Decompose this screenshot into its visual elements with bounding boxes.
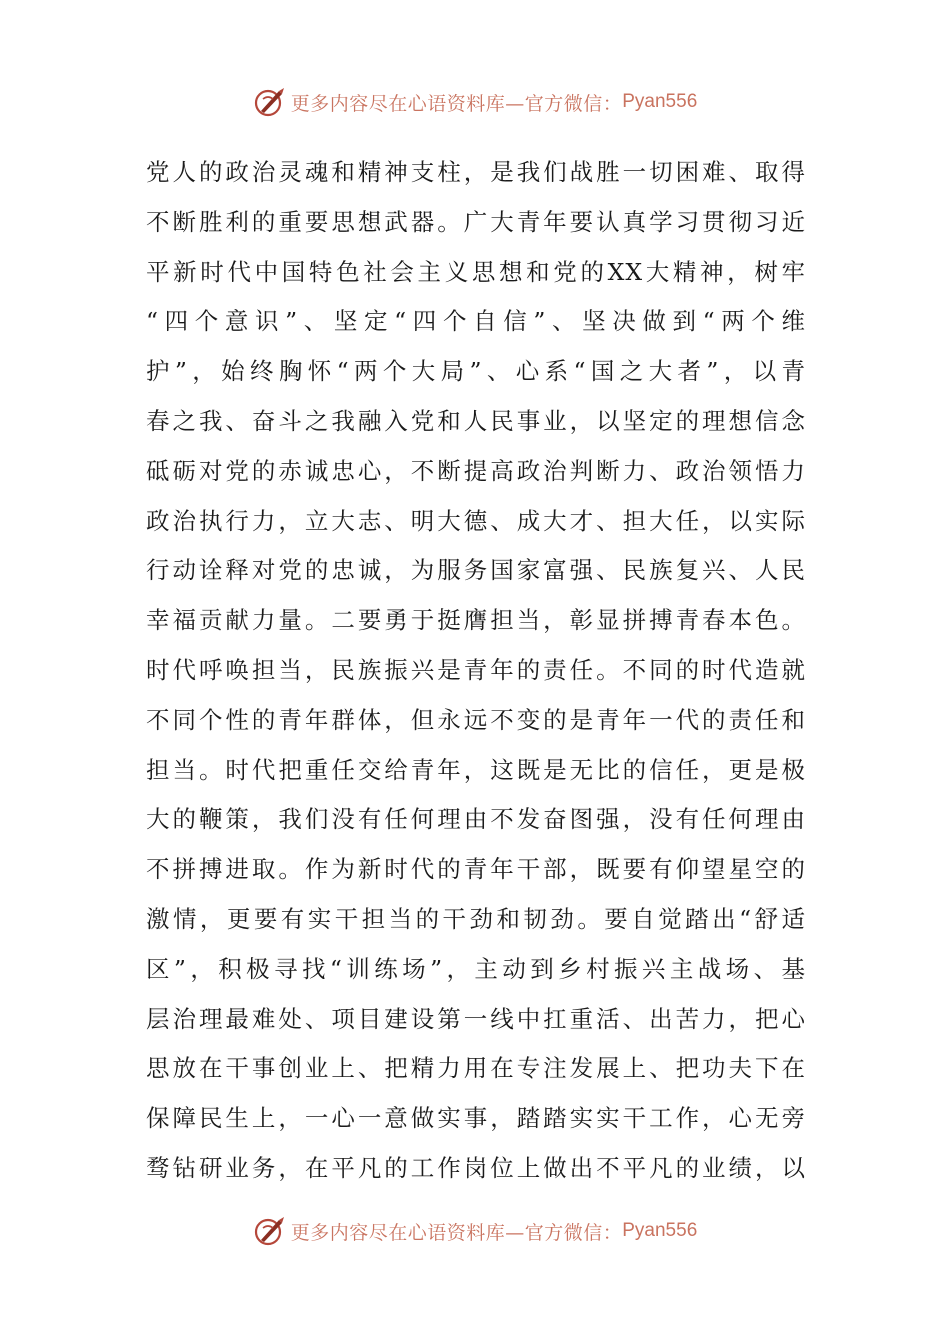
quill-seal-icon <box>253 85 287 119</box>
body-line: 不拼搏进取。作为新时代的青年干部，既要有仰望星空的 <box>146 855 806 884</box>
header-banner <box>0 82 950 122</box>
body-line: 护”，始终胸怀“两个大局”、心系“国之大者”，以青 <box>146 357 806 386</box>
body-line: 春之我、奋斗之我融入党和人民事业，以坚定的理想信念 <box>146 406 806 435</box>
body-line: 不断胜利的重要思想武器。广大青年要认真学习贯彻习近 <box>146 207 806 236</box>
body-line: 行动诠释对党的忠诚，为服务国家富强、民族复兴、人民 <box>146 556 806 585</box>
body-line: “四个意识”、坚定“四个自信”、坚决做到“两个维 <box>146 307 806 336</box>
quill-seal-icon <box>253 1214 287 1248</box>
body-line: 担当。时代把重任交给青年，这既是无比的信任，更是极 <box>146 755 806 784</box>
body-line: 平新时代中国特色社会主义思想和党的XX大精神，树牢 <box>146 257 806 286</box>
banner-text: 更多内容尽在心语资料库—官方微信： <box>290 1221 623 1244</box>
body-line: 政治执行力，立大志、明大德、成大才、担大任，以实际 <box>146 506 806 535</box>
body-line: 大的鞭策，我们没有任何理由不发奋图强，没有任何理由 <box>146 805 806 834</box>
body-line: 激情，更要有实干担当的干劲和韧劲。要自觉踏出“舒适 <box>146 904 806 933</box>
footer-banner <box>0 1211 950 1251</box>
document-body <box>146 148 806 1194</box>
body-line: 思放在干事创业上、把精力用在专注发展上、把功夫下在 <box>146 1054 806 1083</box>
body-line: 党人的政治灵魂和精神支柱，是我们战胜一切困难、取得 <box>146 158 806 186</box>
body-line: 时代呼唤担当，民族振兴是青年的责任。不同的时代造就 <box>146 655 806 684</box>
body-line: 区”，积极寻找“训练场”，主动到乡村振兴主战场、基 <box>146 954 806 983</box>
body-line: 幸福贡献力量。二要勇于挺膺担当，彰显拼搏青春本色。 <box>146 606 806 635</box>
body-line: 保障民生上，一心一意做实事，踏踏实实干工作，心无旁 <box>146 1104 806 1133</box>
banner-text: 更多内容尽在心语资料库—官方微信： <box>290 92 623 115</box>
body-line: 砥砺对党的赤诚忠心，不断提高政治判断力、政治领悟力 <box>146 456 806 485</box>
body-line: 骛钻研业务，在平凡的工作岗位上做出不平凡的业绩，以 <box>146 1153 806 1182</box>
banner-wechat-handle: Pyan556 <box>622 91 698 112</box>
body-line: 不同个性的青年群体，但永远不变的是青年一代的责任和 <box>146 705 806 734</box>
banner-wechat-handle: Pyan556 <box>622 1220 698 1241</box>
body-line: 层治理最难处、项目建设第一线中扛重活、出苦力，把心 <box>146 1004 806 1033</box>
